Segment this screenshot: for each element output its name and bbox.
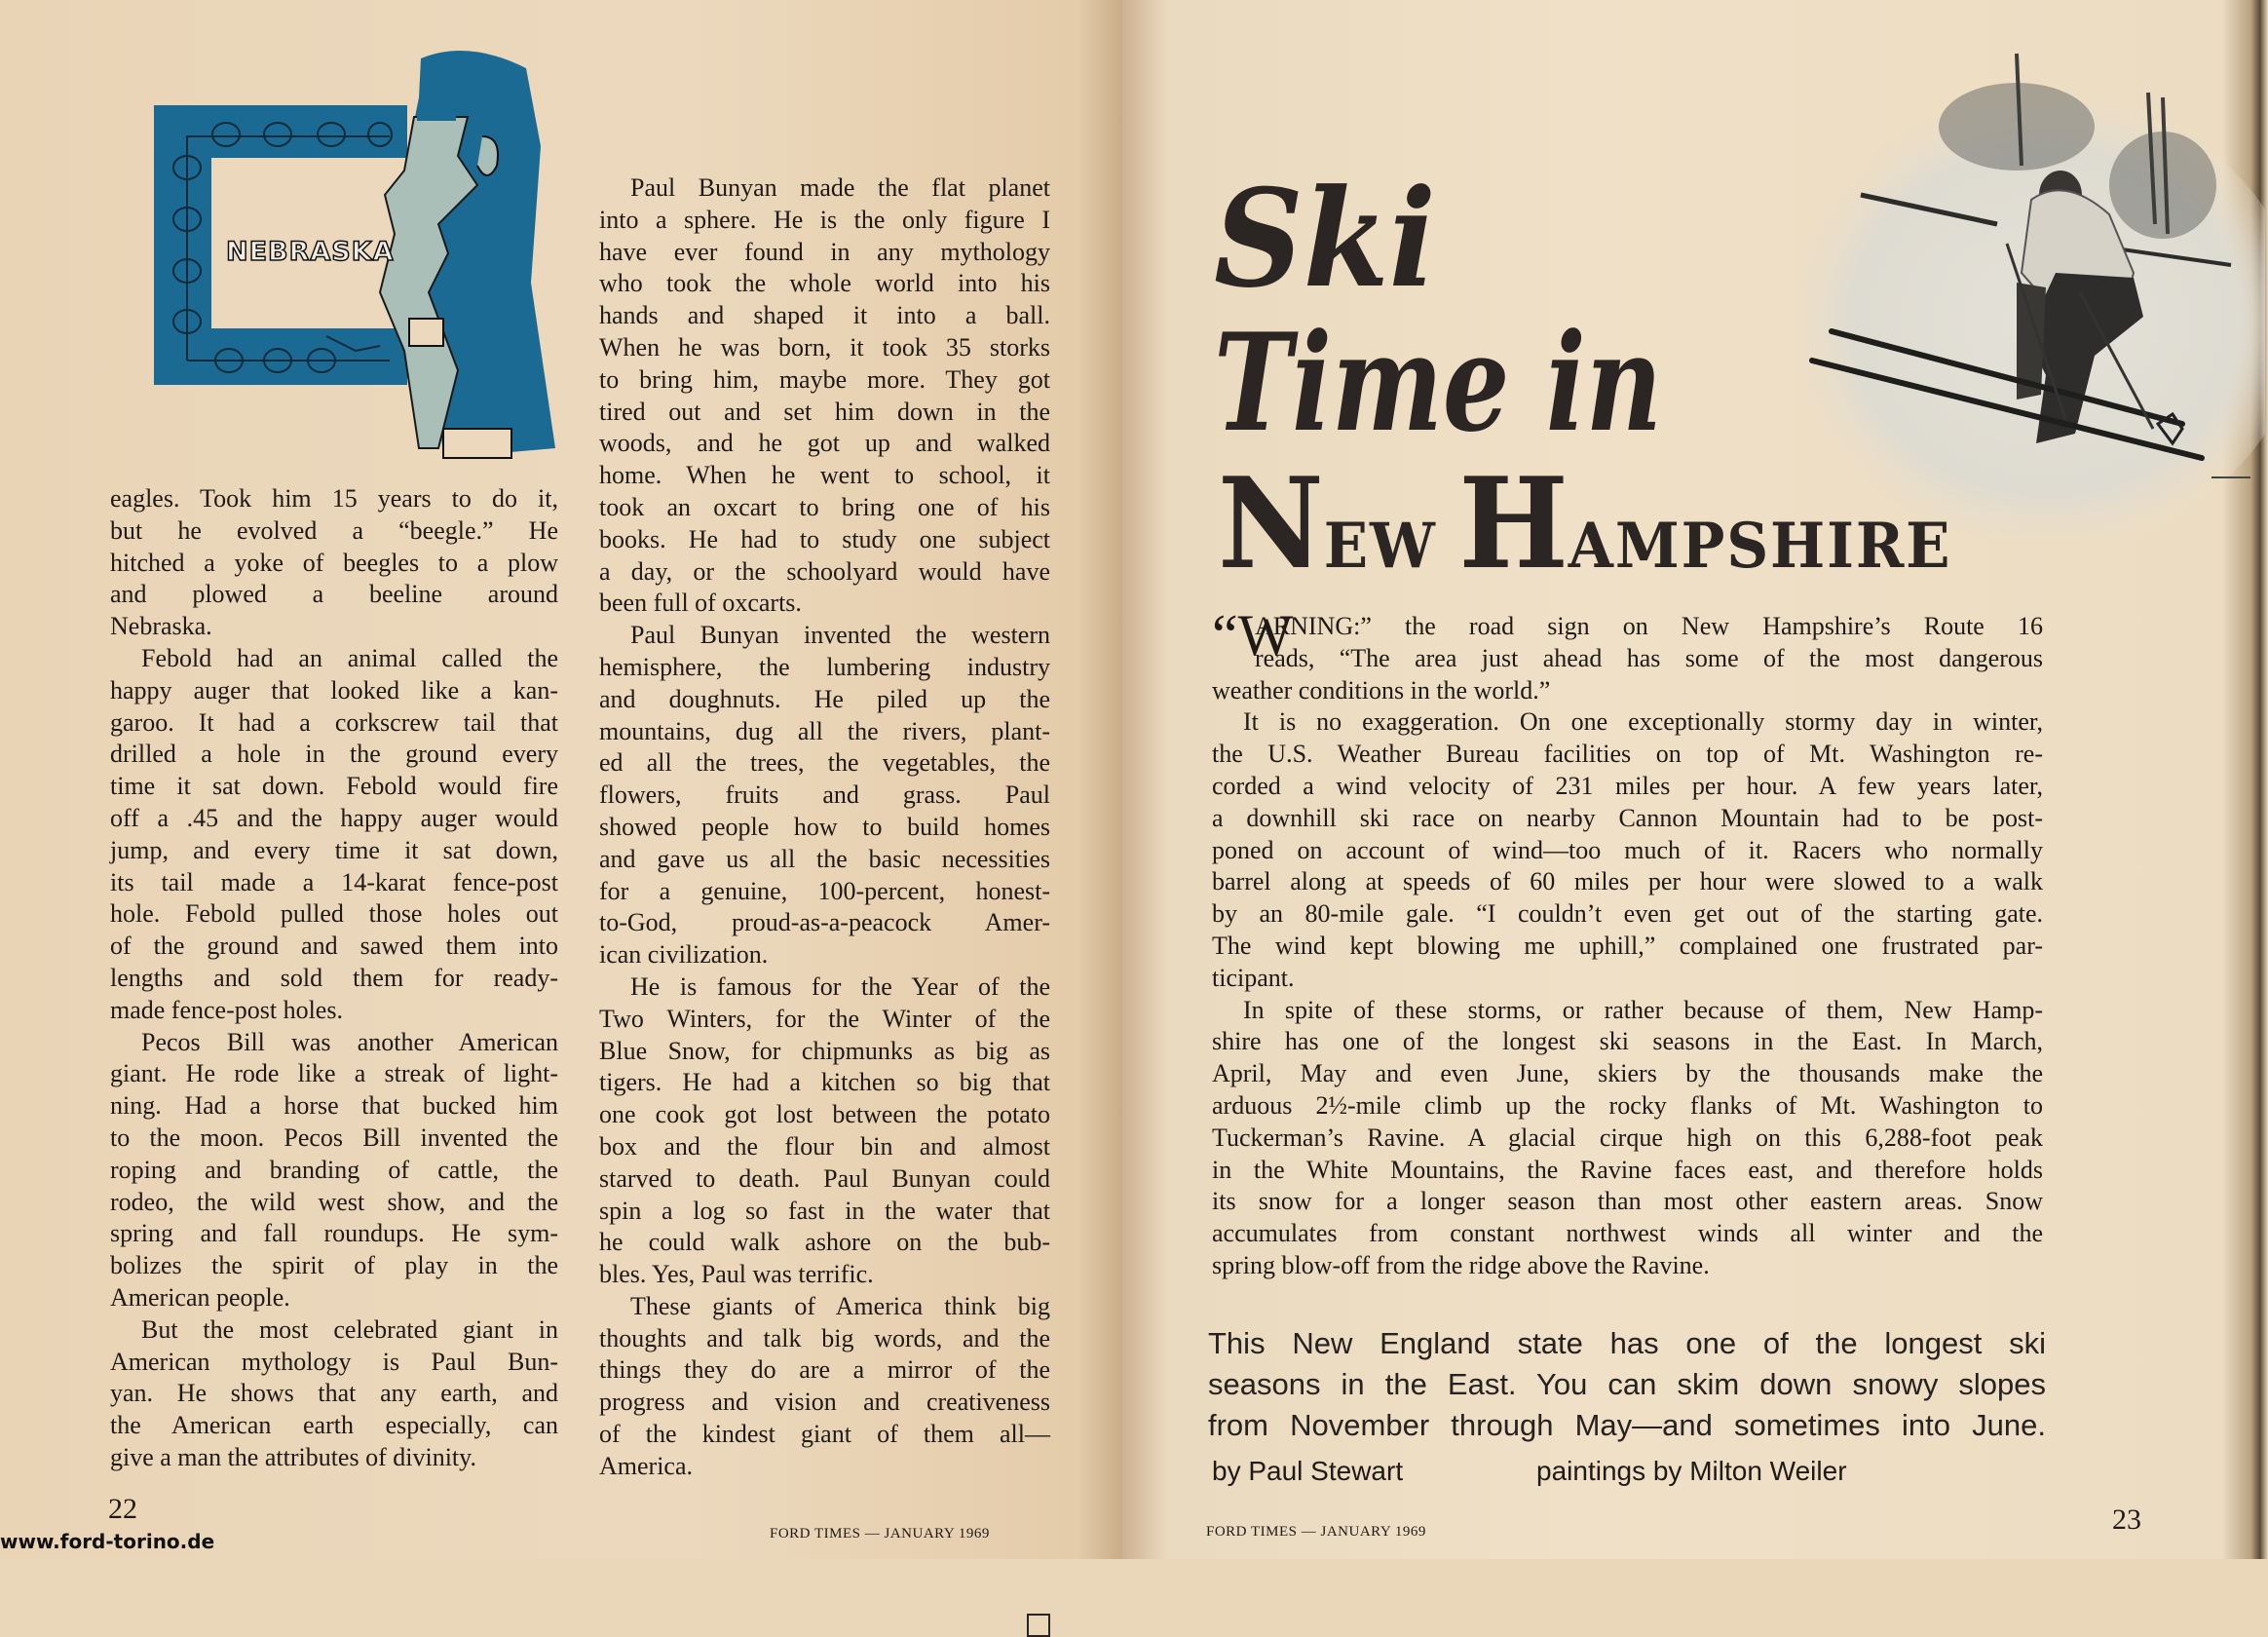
text-line: hole. Febold pulled those holes out (110, 899, 558, 929)
text-line: hitched a yoke of beegles to a plow (110, 548, 558, 577)
text-line: made fence-post holes. (110, 995, 343, 1024)
text-line: and gave us all the basic necessities (599, 844, 1050, 873)
text-line: barrel along at speeds of 60 miles per hour were slowed to a walk (1212, 867, 2043, 896)
text-line: spring and fall roundups. He sym- (110, 1219, 558, 1248)
title-n: N (1218, 451, 1324, 597)
text-line: ticipant. (1212, 963, 1295, 992)
page-number-right: 23 (2112, 1504, 2141, 1536)
author-byline: by Paul Stewart (1212, 1456, 1404, 1486)
text-line: tired out and set him down in the (599, 397, 1050, 426)
text-line: tigers. He had a kitchen so big that (599, 1068, 1050, 1097)
text-line: ican civilization. (599, 940, 769, 970)
end-mark-icon (1027, 1614, 1050, 1637)
text-line: to the moon. Pecos Bill invented the (110, 1123, 558, 1152)
text-line: the American earth especially, can (110, 1411, 558, 1440)
text-line: bles. Yes, Paul was terrific. (599, 1260, 874, 1289)
text-line: jump, and every time it sat down, (110, 835, 558, 864)
title-ski: Ski (1214, 159, 1436, 318)
footer-left: FORD TIMES — JANUARY 1969 (770, 1526, 990, 1542)
text-line: But the most celebrated giant in (141, 1314, 558, 1344)
text-line: lengths and sold them for ready- (110, 963, 558, 992)
text-line: have ever found in any mythology (599, 237, 1050, 266)
skier-painting (1773, 39, 2265, 536)
text-line: box and the flour bin and almost (599, 1131, 1050, 1161)
text-line: off a .45 and the happy auger would (110, 803, 558, 832)
left-column-2 (599, 172, 1050, 1483)
text-line: weather conditions in the world.” (1212, 675, 1551, 704)
text-line: and doughnuts. He piled up the (599, 684, 1050, 713)
text-line: a day, or the schoolyard would have (599, 556, 1050, 586)
text-line: Nebraska. (110, 612, 212, 641)
text-line: starved to death. Paul Bunyan could (599, 1163, 1050, 1193)
left-column-1 (110, 483, 558, 1474)
text-line: roping and branding of cattle, the (110, 1155, 558, 1184)
text-line: In spite of these storms, or rather because of them, New Hamp- (1243, 995, 2043, 1024)
text-line: garoo. It had a corkscrew tail that (110, 707, 558, 737)
text-line: to-God, proud-as-a-peacock Amer- (599, 908, 1050, 937)
text-line: in the White Mountains, the Ravine faces east, and therefore holds (1212, 1155, 2043, 1184)
text-line: It is no exaggeration. On one exceptionally stormy day in winter, (1243, 707, 2043, 737)
text-line: shire has one of the longest ski seasons in the East. In March, (1212, 1027, 2043, 1056)
text-line: Paul Bunyan made the flat planet (630, 173, 1050, 202)
text-line: hemisphere, the lumbering industry (599, 652, 1050, 681)
text-line: books. He had to study one subject (599, 524, 1050, 553)
text-line: These giants of America think big (630, 1291, 1050, 1320)
page-number-left: 22 (108, 1493, 137, 1525)
text-line: eagles. Took him 15 years to do it, (110, 484, 558, 513)
text-line: ning. Had a horse that bucked him (110, 1091, 558, 1121)
text-line: progress and vision and creativeness (599, 1388, 1050, 1417)
text-line: Febold had an animal called the (141, 643, 558, 672)
text-line: Paul Bunyan invented the western (630, 621, 1050, 650)
title-h: H (1458, 451, 1569, 597)
deck-line: This New England state has one of the longest ski (1208, 1326, 2046, 1360)
title-ampshire: AMPSHIRE (1568, 510, 1952, 583)
text-line: mountains, dug all the rivers, plant- (599, 716, 1050, 745)
text-line: things they do are a mirror of the (599, 1355, 1050, 1385)
text-line: yan. He shows that any earth, and (110, 1379, 558, 1408)
text-line: thoughts and talk big words, and the (599, 1323, 1050, 1352)
text-line: giant. He rode like a streak of light- (110, 1059, 558, 1088)
text-line: woods, and he got up and walked (599, 429, 1050, 458)
text-line: ed all the trees, the vegetables, the (599, 748, 1050, 778)
text-line: he could walk ashore on the bub- (599, 1228, 1050, 1257)
nebraska-giant-illustration (146, 49, 575, 477)
text-line: hands and shaped it into a ball. (599, 301, 1050, 330)
text-line: He is famous for the Year of the (630, 971, 1050, 1001)
text-line: of the ground and sawed them into (110, 932, 558, 961)
text-line: Blue Snow, for chipmunks as big as (599, 1036, 1050, 1065)
text-line: accumulates from constant northwest winds all winter and the (1212, 1219, 2043, 1248)
text-line: give a man the attributes of divinity. (110, 1442, 476, 1471)
illustrator-credit: paintings by Milton Weiler (1536, 1456, 1847, 1486)
text-line: a downhill ski race on nearby Cannon Mountain had to be post- (1212, 803, 2043, 832)
deck-line: seasons in the East. You can skim down snowy slopes (1208, 1367, 2046, 1401)
text-line: drilled a hole in the ground every (110, 740, 558, 769)
text-line: showed people how to build homes (599, 812, 1050, 841)
title-ew: EW (1323, 510, 1437, 583)
text-line: the U.S. Weather Bureau facilities on top of Mt. Washington re- (1212, 740, 2043, 769)
text-line: its snow for a longer season than most other eastern areas. Snow (1212, 1187, 2043, 1216)
text-line: The wind kept blowing me uphill,” complained one frustrated par- (1212, 931, 2043, 960)
text-line: reads, “The area just ahead has some of the most dangerous (1255, 643, 2043, 672)
footer-right: FORD TIMES — JANUARY 1969 (1206, 1524, 1426, 1540)
text-line: time it sat down. Febold would fire (110, 772, 558, 801)
text-line: corded a wind velocity of 231 miles per hour. A few years later, (1212, 771, 2043, 800)
text-line: Two Winters, for the Winter of the (599, 1004, 1050, 1033)
text-line: but he evolved a “beegle.” He (110, 515, 558, 545)
text-line: spin a log so fast in the water that (599, 1196, 1050, 1225)
text-line: When he was born, it took 35 storks (599, 332, 1050, 362)
right-body-text (1212, 611, 2043, 1282)
text-line: and plowed a beeline around (110, 580, 558, 609)
text-line: been full of oxcarts. (599, 589, 802, 618)
nebraska-sign-text: NEBRASKA (226, 237, 395, 267)
article-deck (1208, 1323, 2046, 1446)
text-line: American mythology is Paul Bun- (110, 1347, 558, 1376)
text-line: who took the whole world into his (599, 269, 1050, 298)
title-time-in: Time in (1214, 303, 1662, 462)
text-line: ARNING:” the road sign on New Hampshire’s Route 16 (1255, 612, 2043, 640)
deck-line: from November through May—and sometimes into June. (1208, 1408, 2046, 1442)
text-line: rodeo, the wild west show, and the (110, 1187, 558, 1216)
text-line: American people. (110, 1282, 290, 1312)
title-new-hampshire (1218, 451, 1952, 621)
text-line: bolizes the spirit of play in the (110, 1251, 558, 1280)
text-line: happy auger that looked like a kan- (110, 675, 558, 704)
text-line: America. (599, 1451, 694, 1480)
text-line: for a genuine, 100-percent, honest- (599, 876, 1050, 905)
text-line: to bring him, maybe more. They got (599, 364, 1050, 394)
watermark-url[interactable]: www.ford-torino.de (0, 1530, 215, 1553)
text-line: spring blow-off from the ridge above the Ravine. (1212, 1250, 1710, 1279)
text-line: poned on account of wind—too much of it. Racers who normally (1212, 835, 2043, 864)
text-line: took an oxcart to bring one of his (599, 492, 1050, 521)
text-line: flowers, fruits and grass. Paul (599, 780, 1050, 810)
text-line: Pecos Bill was another American (141, 1027, 558, 1056)
text-line: home. When he went to school, it (599, 461, 1050, 490)
text-line: April, May and even June, skiers by the thousands make the (1212, 1059, 2043, 1088)
text-line: of the kindest giant of them all— (599, 1420, 1050, 1449)
text-line: arduous 2½-mile climb up the rocky flanks of Mt. Washington to (1212, 1090, 2043, 1120)
text-line: Tuckerman’s Ravine. A glacial cirque high on this 6,288-foot peak (1212, 1123, 2043, 1152)
text-line: by an 80-mile gale. “I couldn’t even get out of the starting gate. (1212, 899, 2043, 929)
drop-cap: “W (1212, 603, 1294, 667)
text-line: one cook got lost between the potato (599, 1100, 1050, 1129)
text-line: its tail made a 14-karat fence-post (110, 867, 558, 896)
text-line: into a sphere. He is the only figure I (599, 205, 1050, 234)
